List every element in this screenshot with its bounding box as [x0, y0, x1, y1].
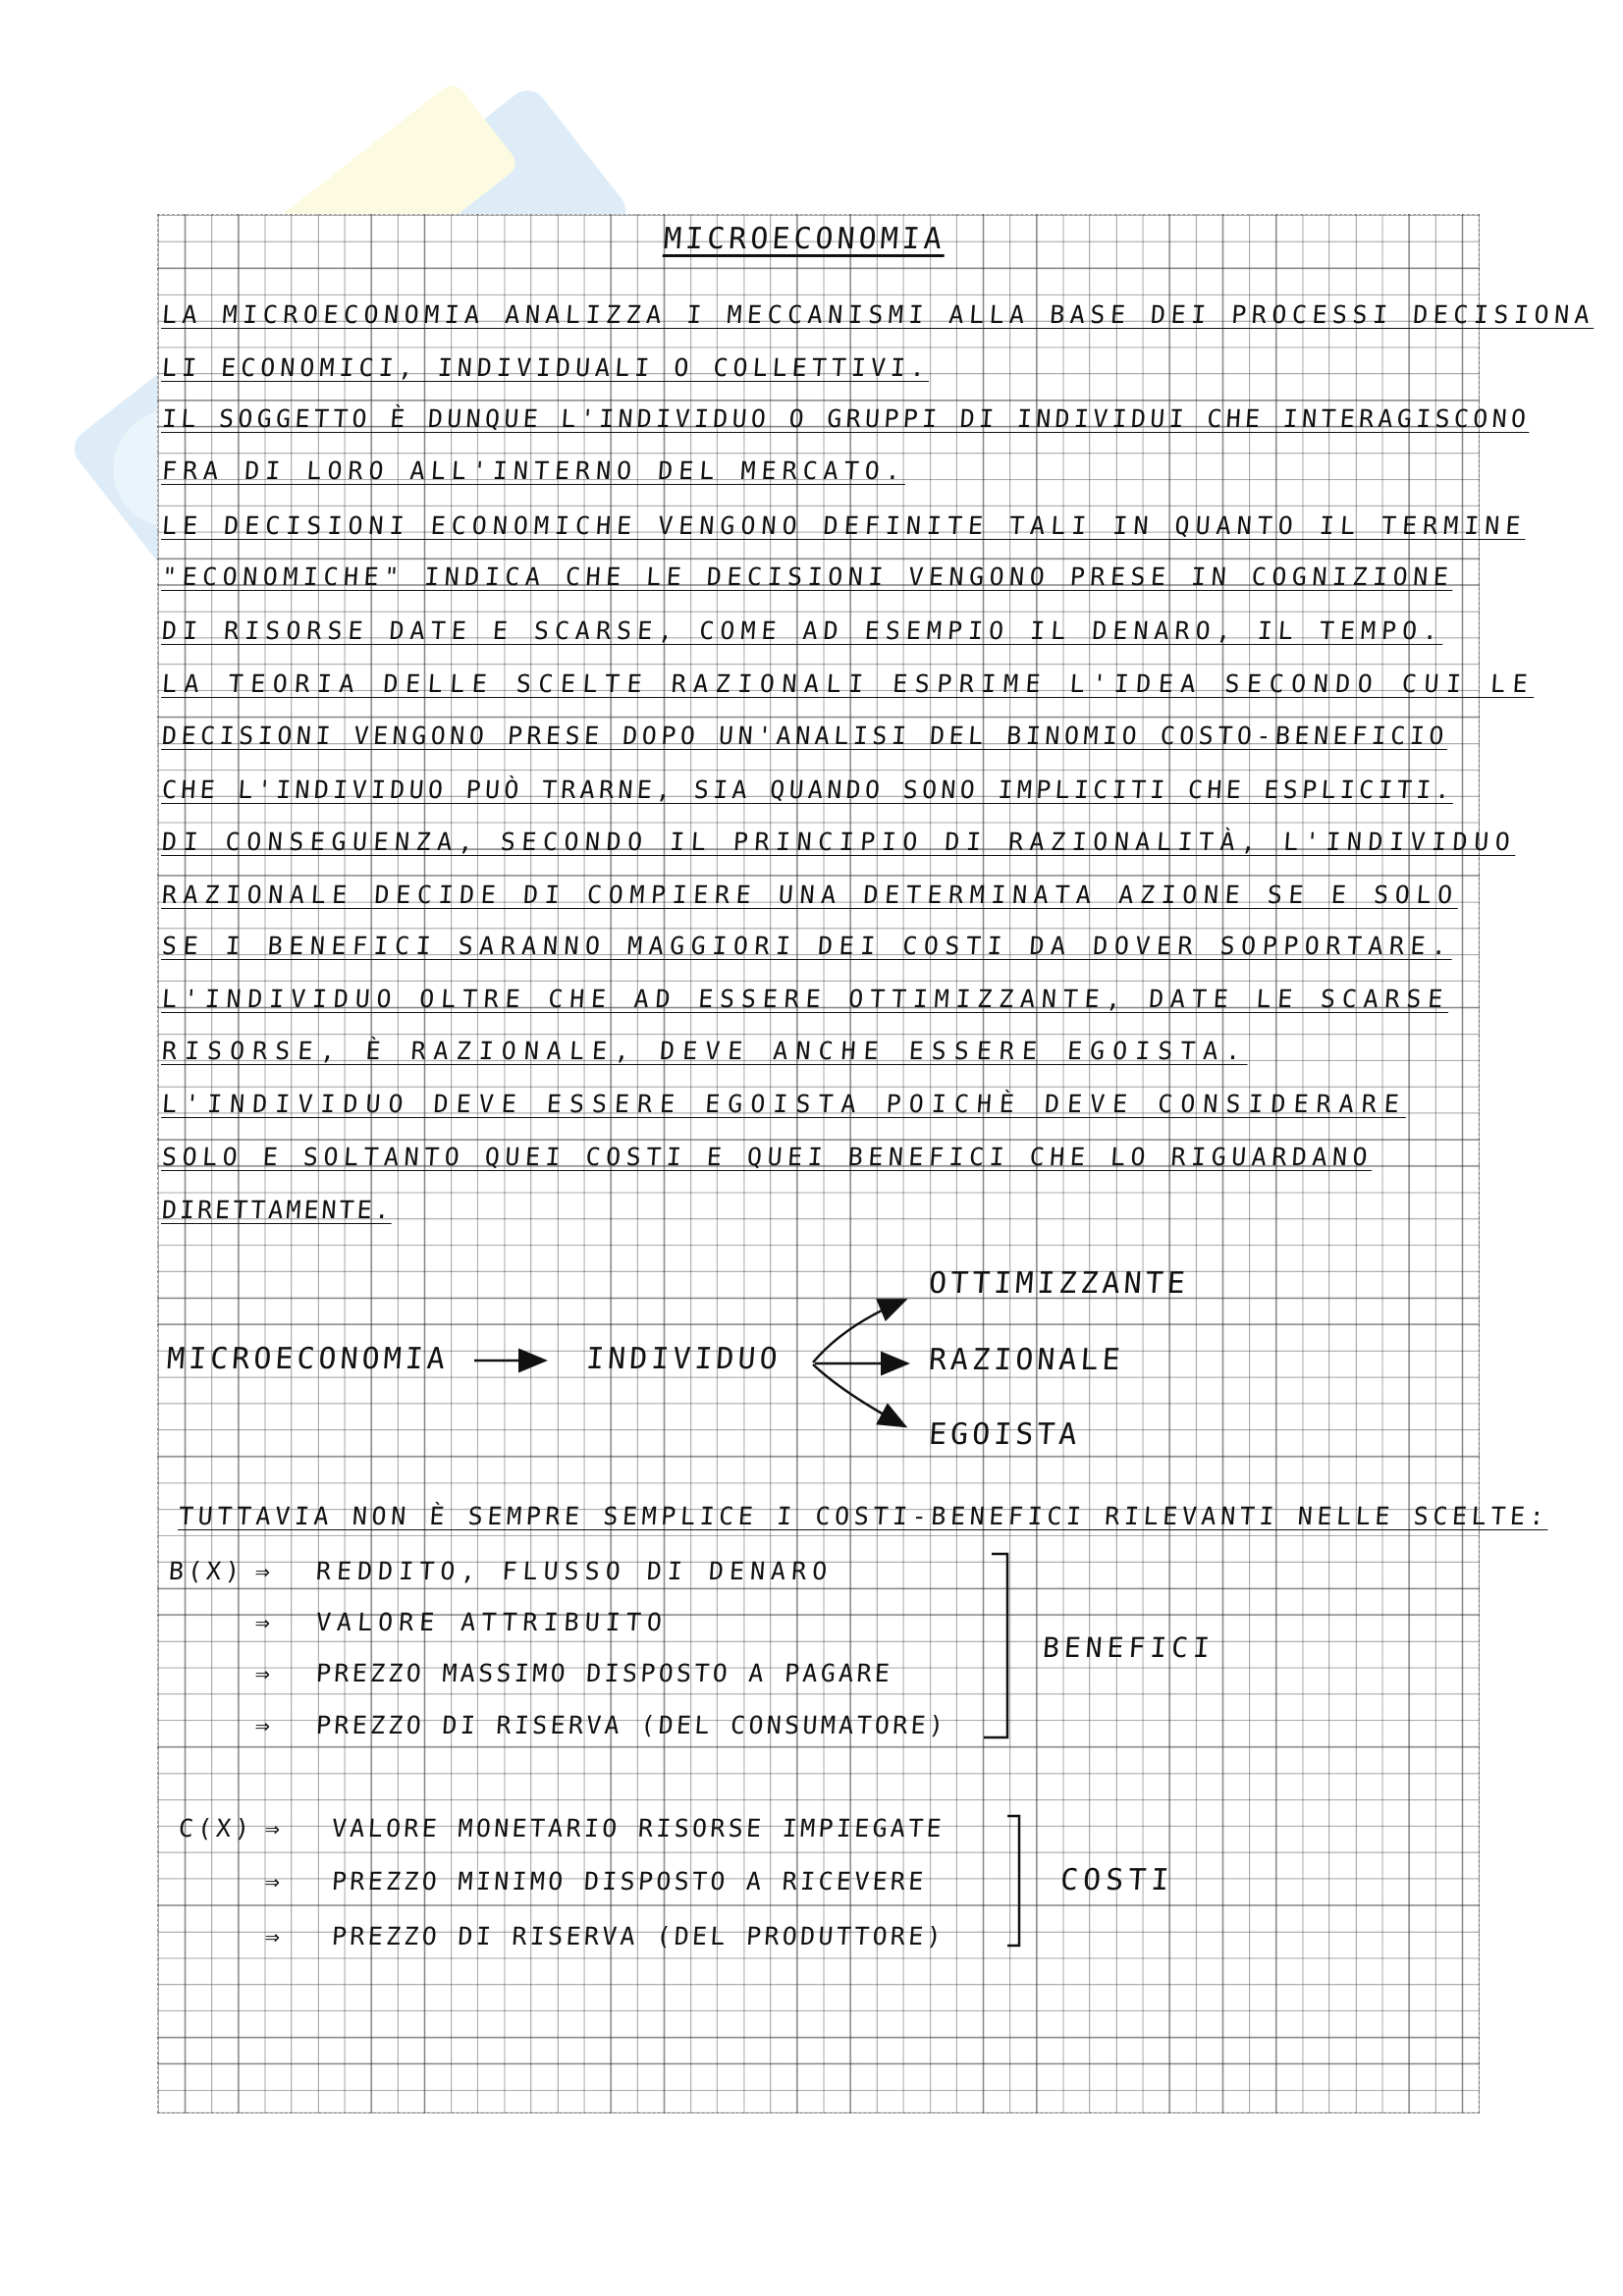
benefici-label: BENEFICI — [1041, 1631, 1217, 1664]
text-line: DI RISORSE DATE E SCARSE, COME AD ESEMPIO IL DENARO, IL TEMPO. — [160, 616, 1445, 645]
text-line: SOLO E SOLTANTO QUEI COSTI E QUEI BENEFICI CHE LO RIGUARDANO — [160, 1143, 1375, 1171]
text-line: IL SOGGETTO È DUNQUE L'INDIVIDUO O GRUPPI DI INDIVIDUI CHE INTERAGISCONO — [160, 404, 1532, 433]
benefici-item: REDDITO, FLUSSO DI DENARO — [314, 1557, 835, 1585]
text-line: LI ECONOMICI, INDIVIDUALI O COLLETTIVI. — [160, 353, 932, 382]
costi-arrow: ⇒ — [263, 1814, 286, 1842]
text-line: LE DECISIONI ECONOMICHE VENGONO DEFINITE TALI IN QUANTO IL TERMINE — [160, 511, 1528, 540]
costi-item: PREZZO MINIMO DISPOSTO A RICEVERE — [330, 1867, 928, 1896]
costi-arrow: ⇒ — [263, 1922, 286, 1950]
text-line: DI CONSEGUENZA, SECONDO IL PRINCIPIO DI RAZIONALITÀ, L'INDIVIDUO — [160, 828, 1518, 856]
benefici-arrow: ⇒ — [253, 1659, 276, 1687]
diagram-middle: INDIVIDUO — [584, 1342, 783, 1376]
text-line: RAZIONALE DECIDE DI COMPIERE UNA DETERMINATA AZIONE SE E SOLO — [160, 881, 1460, 909]
text-line: DECISIONI VENGONO PRESE DOPO UN'ANALISI DEL BINOMIO COSTO-BENEFICIO — [160, 721, 1449, 750]
diagram-source: MICROECONOMIA — [165, 1342, 451, 1376]
text-line: CHE L'INDIVIDUO PUÒ TRARNE, SIA QUANDO SONO IMPLICITI CHE ESPLICITI. — [160, 775, 1455, 804]
benefici-item: PREZZO MASSIMO DISPOSTO A PAGARE — [314, 1659, 894, 1687]
benefici-item: PREZZO DI RISERVA (DEL CONSUMATORE) — [314, 1711, 948, 1739]
benefici-prefix: B(X) — [167, 1557, 245, 1585]
benefici-arrow: ⇒ — [253, 1557, 276, 1585]
costi-arrow: ⇒ — [263, 1867, 286, 1896]
text-line: RISORSE, È RAZIONALE, DEVE ANCHE ESSERE EGOISTA. — [160, 1037, 1250, 1065]
costi-prefix: C(X) — [177, 1814, 255, 1842]
diagram-branch-ottimizzante: OTTIMIZZANTE — [927, 1266, 1190, 1301]
page-title: MICROECONOMIA — [662, 222, 947, 256]
diagram-branch-egoista: EGOISTA — [927, 1417, 1082, 1452]
costi-item: PREZZO DI RISERVA (DEL PRODUTTORE) — [330, 1922, 946, 1950]
text-line: SE I BENEFICI SARANNO MAGGIORI DEI COSTI DA DOVER SOPPORTARE. — [160, 932, 1454, 960]
text-line: LA TEORIA DELLE SCELTE RAZIONALI ESPRIME L'IDEA SECONDO CUI LE — [160, 669, 1537, 698]
tuttavia-line: TUTTAVIA NON È SEMPRE SEMPLICE I COSTI-BENEFICI RILEVANTI NELLE SCELTE: — [177, 1502, 1550, 1530]
text-line: L'INDIVIDUO DEVE ESSERE EGOISTA POICHÈ DEVE CONSIDERARE — [160, 1090, 1408, 1118]
benefici-item: VALORE ATTRIBUITO — [314, 1608, 669, 1636]
text-line: DIRETTAMENTE. — [160, 1196, 394, 1224]
text-line: L'INDIVIDUO OLTRE CHE AD ESSERE OTTIMIZZANTE, DATE LE SCARSE — [160, 985, 1451, 1013]
costi-item: VALORE MONETARIO RISORSE IMPIEGATE — [330, 1814, 946, 1842]
benefici-arrow: ⇒ — [253, 1711, 276, 1739]
text-line: LA MICROECONOMIA ANALIZZA I MECCANISMI ALLA BASE DEI PROCESSI DECISIONA — [160, 300, 1596, 329]
benefici-arrow: ⇒ — [253, 1608, 276, 1636]
text-line: "ECONOMICHE" INDICA CHE LE DECISIONI VENGONO PRESE IN COGNIZIONE — [160, 562, 1455, 591]
text-line: FRA DI LORO ALL'INTERNO DEL MERCATO. — [160, 456, 907, 485]
diagram-branch-razionale: RAZIONALE — [927, 1343, 1125, 1377]
costi-label: COSTI — [1058, 1863, 1175, 1897]
